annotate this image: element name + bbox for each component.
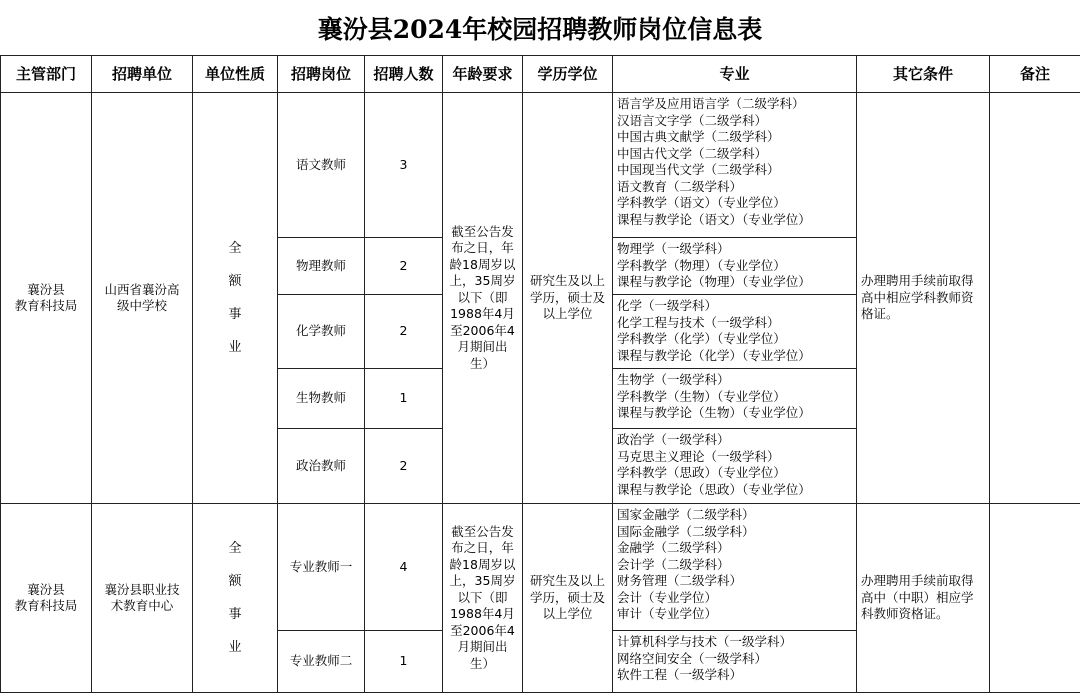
major-line: 会计学（二级学科） [617, 556, 730, 572]
header-cell: 招聘单位 [92, 56, 193, 93]
major-line: 汉语言文字学（二级学科） [617, 112, 768, 128]
note-cell [990, 504, 1080, 693]
unit-line: 术教育中心 [110, 598, 174, 613]
major-cell [613, 429, 857, 504]
major-line: 计算机科学与技术（一级学科） [617, 634, 793, 649]
age-line: 上，35周岁 [449, 273, 516, 289]
age-line: 至2006年4 [450, 622, 515, 638]
nature-cell [193, 504, 278, 693]
dept-line: 教育科技局 [14, 298, 78, 313]
table-row [1, 504, 1080, 631]
header-cell: 专业 [613, 56, 857, 93]
age-line: 龄18周岁以 [449, 556, 516, 572]
major-line: 物理学（一级学科） [617, 241, 730, 256]
major-cell [613, 631, 857, 693]
degree-line: 以上学位 [542, 306, 593, 322]
count-cell: 1 [365, 369, 443, 429]
age-line: 生） [469, 655, 495, 671]
count-cell: 3 [365, 93, 443, 238]
major-line: 马克思主义理论（一级学科） [617, 448, 780, 464]
count-cell: 2 [365, 238, 443, 295]
major-line: 国家金融学（二级学科） [617, 507, 755, 522]
major-line: 中国古代文学（二级学科） [617, 145, 768, 161]
age-line: 截至公告发 [451, 523, 514, 539]
count-cell: 2 [365, 429, 443, 504]
major-cell [613, 504, 857, 631]
other-line: 科教师资格证。 [861, 606, 949, 622]
nature-line: 额 [228, 574, 242, 589]
job-table [0, 55, 1080, 693]
other-line: 办理聘用手续前取得 [861, 273, 974, 289]
nature-line: 业 [228, 340, 242, 355]
nature-line: 全 [228, 541, 242, 556]
header-cell: 主管部门 [1, 56, 92, 93]
degree-line: 以上学位 [542, 606, 593, 622]
position-cell: 政治教师 [278, 429, 365, 504]
note-cell [990, 93, 1080, 504]
major-cell [613, 238, 857, 295]
age-line: 月期间出 [457, 339, 508, 355]
other-line: 高中（中职）相应学 [861, 589, 974, 605]
major-line: 审计（专业学位） [617, 606, 718, 621]
header-cell: 学历学位 [523, 56, 613, 93]
dept-cell [1, 93, 92, 504]
nature-line: 额 [228, 274, 242, 289]
position-cell: 化学教师 [278, 295, 365, 369]
major-line: 课程与教学论（生物）（专业学位） [617, 405, 811, 420]
header-cell: 单位性质 [193, 56, 278, 93]
position-cell: 专业教师二 [278, 631, 365, 693]
age-line: 布之日，年 [451, 240, 514, 256]
major-line: 政治学（一级学科） [617, 432, 730, 447]
major-line: 金融学（二级学科） [617, 540, 730, 555]
table-row [1, 93, 1080, 238]
major-line: 学科教学（语文）（专业学位） [617, 195, 786, 210]
age-line: 布之日，年 [451, 540, 514, 556]
major-line: 学科教学（化学）（专业学位） [617, 331, 786, 346]
nature-line: 事 [228, 607, 242, 622]
major-line: 财务管理（二级学科） [617, 573, 743, 588]
age-line: 月期间出 [457, 639, 508, 655]
other-cell [857, 93, 990, 504]
major-line: 化学（一级学科） [617, 298, 718, 313]
age-line: 截至公告发 [451, 223, 514, 239]
unit-line: 级中学校 [116, 298, 167, 313]
major-line: 学科教学（生物）（专业学位） [617, 388, 786, 404]
age-line: 以下（即 [457, 589, 508, 605]
major-cell [613, 93, 857, 238]
major-line: 会计（专业学位） [617, 589, 718, 605]
major-line: 国际金融学（二级学科） [617, 523, 755, 539]
major-line: 课程与教学论（语文）（专业学位） [617, 211, 811, 227]
dept-line: 襄汾县 [27, 581, 65, 597]
count-cell: 2 [365, 295, 443, 369]
header-row [1, 56, 1080, 93]
major-line: 语言学及应用语言学（二级学科） [617, 96, 805, 111]
age-line: 龄18周岁以 [449, 256, 516, 272]
count-cell: 1 [365, 631, 443, 693]
degree-line: 学历，硕士及 [529, 289, 605, 305]
header-cell: 年龄要求 [443, 56, 523, 93]
degree-cell [523, 504, 613, 693]
nature-line: 业 [228, 640, 242, 655]
dept-line: 襄汾县 [27, 281, 65, 297]
degree-line: 学历，硕士及 [529, 589, 605, 605]
major-line: 中国古典文献学（二级学科） [617, 129, 780, 144]
position-cell: 生物教师 [278, 369, 365, 429]
age-line: 至2006年4 [450, 322, 515, 338]
major-line: 化学工程与技术（一级学科） [617, 314, 780, 330]
age-cell [443, 504, 523, 693]
major-line: 课程与教学论（思政）（专业学位） [617, 481, 811, 497]
major-line: 学科教学（物理）（专业学位） [617, 257, 786, 273]
other-cell [857, 504, 990, 693]
unit-cell [92, 504, 193, 693]
degree-line: 研究生及以上 [529, 273, 605, 289]
unit-line: 襄汾县职业技 [104, 581, 180, 597]
header-cell: 招聘岗位 [278, 56, 365, 93]
nature-line: 全 [228, 241, 242, 256]
degree-line: 研究生及以上 [529, 573, 605, 589]
header-cell: 其它条件 [857, 56, 990, 93]
major-line: 中国现当代文学（二级学科） [617, 162, 780, 177]
other-line: 高中相应学科教师资 [861, 289, 974, 305]
other-line: 办理聘用手续前取得 [861, 573, 974, 589]
age-line: 上，35周岁 [449, 573, 516, 589]
dept-line: 教育科技局 [14, 598, 78, 613]
major-line: 学科教学（思政）（专业学位） [617, 465, 786, 480]
degree-cell [523, 93, 613, 504]
major-line: 软件工程（一级学科） [617, 667, 743, 682]
age-cell [443, 93, 523, 504]
age-line: 1988年4月 [450, 306, 515, 322]
count-cell: 4 [365, 504, 443, 631]
table-body [1, 93, 1080, 693]
age-line: 以下（即 [457, 289, 508, 305]
other-line: 格证。 [861, 306, 899, 322]
unit-cell [92, 93, 193, 504]
major-cell [613, 369, 857, 429]
major-line: 课程与教学论（化学）（专业学位） [617, 347, 811, 363]
major-line: 生物学（一级学科） [617, 372, 730, 387]
major-cell [613, 295, 857, 369]
header-cell: 招聘人数 [365, 56, 443, 93]
unit-line: 山西省襄汾高 [104, 281, 180, 297]
position-cell: 专业教师一 [278, 504, 365, 631]
nature-line: 事 [228, 307, 242, 322]
position-cell: 物理教师 [278, 238, 365, 295]
major-line: 课程与教学论（物理）（专业学位） [617, 274, 811, 289]
position-cell: 语文教师 [278, 93, 365, 238]
major-line: 语文教育（二级学科） [617, 178, 743, 194]
header-cell: 备注 [990, 56, 1080, 93]
age-line: 1988年4月 [450, 606, 515, 622]
nature-cell [193, 93, 278, 504]
dept-cell [1, 504, 92, 693]
age-line: 生） [469, 355, 495, 371]
page-title: 襄汾县2024年校园招聘教师岗位信息表 [317, 14, 763, 44]
major-line: 网络空间安全（一级学科） [617, 650, 768, 666]
